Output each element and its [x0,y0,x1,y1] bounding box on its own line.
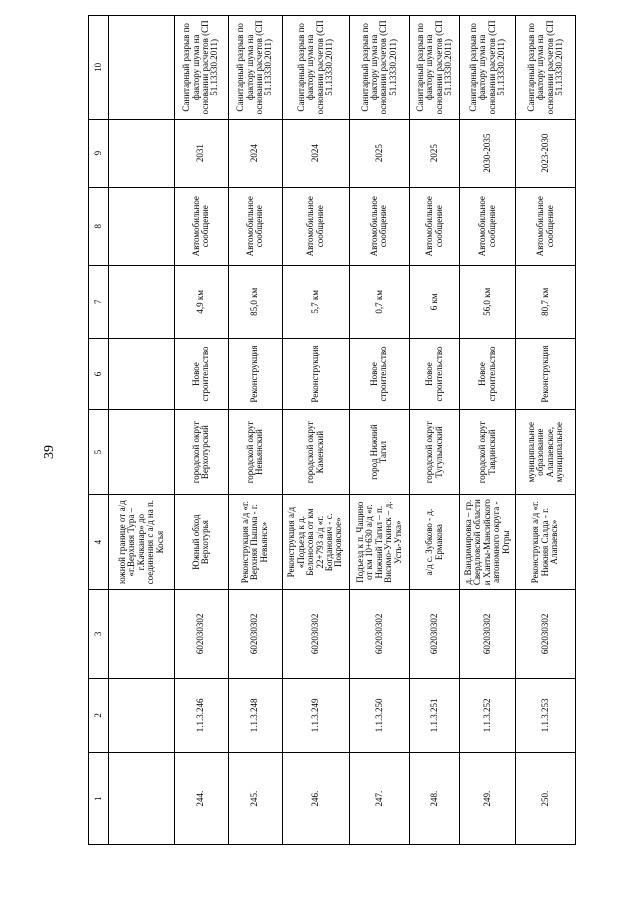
cell-length [109,265,174,338]
cell-name: а/д с. Зубково - д. Ермакова [410,495,460,590]
cell-name: Реконструкция а/д «г. Нижняя Салда - г. Алапаевск» [516,495,576,590]
cell-zone: Санитарный разрыв по фактору шума на основании расчетов (СП 51.13330.2011) [349,16,410,120]
table-frame [88,15,576,845]
cell-zone: Санитарный разрыв по фактору шума на основании расчетов (СП 51.13330.2011) [282,16,349,120]
cell-code: 1.1.3.249 [282,678,349,753]
table-row-continuation [109,16,174,845]
cell-classifier: 602030302 [349,590,410,678]
header-cell-7: 7 [89,265,109,338]
table-row [349,16,410,845]
cell-num: 250. [516,753,576,845]
cell-num: 248. [410,753,460,845]
cell-municipality: городской округ Каменский [282,410,349,495]
cell-year: 2025 [410,119,460,187]
cell-zone: Санитарный разрыв по фактору шума на основании расчетов (СП 51.13330.2011) [228,16,282,120]
cell-municipality: город Нижний Тагил [349,410,410,495]
header-cell-8: 8 [89,187,109,265]
cell-length: 6 км [410,265,460,338]
cell-work-type: Новое строительство [459,338,515,409]
header-cell-6: 6 [89,338,109,409]
cell-work-type: Новое строительство [174,338,228,409]
cell-name: Подъезд к п. Чащино от км 10+630 а/д «г. Нижний Тагил – п. Висимо-Уткинск – д. Усть-Утка» [349,495,410,590]
cell-classifier: 602030302 [174,590,228,678]
cell-classifier: 602030302 [516,590,576,678]
cell-municipality: городской округ Невьянский [228,410,282,495]
cell-code: 1.1.3.253 [516,678,576,753]
cell-length: 5,7 км [282,265,349,338]
cell-year: 2030-2035 [459,119,515,187]
cell-zone: Санитарный разрыв по фактору шума на основании расчетов (СП 51.13330.2011) [459,16,515,120]
cell-work-type: Реконструкция [282,338,349,409]
cell-name: южной границе от а/д «г.Верхняя Тура – г.Качканар» до соединения с а/д на п. Косья [109,495,174,590]
cell-num: 245. [228,753,282,845]
header-cell-5: 5 [89,410,109,495]
cell-length: 56,0 км [459,265,515,338]
cell-work-type: Новое строительство [349,338,410,409]
cell-code [109,678,174,753]
cell-classifier: 602030302 [282,590,349,678]
cell-name: Южный обход Верхотурья [174,495,228,590]
cell-municipality: городской округ Верхотурский [174,410,228,495]
cell-classifier [109,590,174,678]
cell-length: 4,9 км [174,265,228,338]
cell-year: 2031 [174,119,228,187]
cell-num [109,753,174,845]
cell-purpose: Автомобильное сообщение [459,187,515,265]
cell-municipality: городской округ Тугулымский [410,410,460,495]
header-cell-1: 1 [89,753,109,845]
cell-length: 80,7 км [516,265,576,338]
page-number: 39 [42,445,57,459]
cell-purpose [109,187,174,265]
table-row [174,16,228,845]
cell-zone [109,16,174,120]
cell-municipality: муниципальное образование Алапаевское, муниципальное [516,410,576,495]
cell-num: 247. [349,753,410,845]
cell-name: Реконструкция а/д «г. Верхняя Пышма - г. Невьянск» [228,495,282,590]
cell-year: 2024 [228,119,282,187]
cell-year: 2024 [282,119,349,187]
cell-name: д. Вандимировка – гр. Свердловской области и Ханты-Мансийского автономного округа - Югры [459,495,515,590]
table-row [459,16,515,845]
cell-code: 1.1.3.251 [410,678,460,753]
cell-municipality [109,410,174,495]
header-cell-4: 4 [89,495,109,590]
cell-purpose: Автомобильное сообщение [174,187,228,265]
cell-classifier: 602030302 [410,590,460,678]
objects-table [88,15,576,845]
cell-length: 85,0 км [228,265,282,338]
cell-name: Реконструкция а/д «Подъезд к д. Белоносова от км 22+793 а/д «г. Богданович - с. Покровское» [282,495,349,590]
header-cell-10: 10 [89,16,109,120]
cell-work-type [109,338,174,409]
cell-purpose: Автомобильное сообщение [516,187,576,265]
header-row [89,16,109,845]
cell-code: 1.1.3.250 [349,678,410,753]
cell-num: 246. [282,753,349,845]
cell-year: 2023-2030 [516,119,576,187]
cell-purpose: Автомобильное сообщение [228,187,282,265]
cell-code: 1.1.3.246 [174,678,228,753]
cell-num: 244. [174,753,228,845]
cell-zone: Санитарный разрыв по фактору шума на основании расчетов (СП 51.13330.2011) [516,16,576,120]
table-row [228,16,282,845]
header-cell-9: 9 [89,119,109,187]
cell-classifier: 602030302 [228,590,282,678]
cell-year: 2025 [349,119,410,187]
cell-work-type: Реконструкция [516,338,576,409]
cell-year [109,119,174,187]
header-cell-3: 3 [89,590,109,678]
cell-work-type: Новое строительство [410,338,460,409]
cell-code: 1.1.3.252 [459,678,515,753]
cell-zone: Санитарный разрыв по фактору шума на основании расчетов (СП 51.13330.2011) [174,16,228,120]
cell-code: 1.1.3.248 [228,678,282,753]
cell-municipality: городской округ Тавдинский [459,410,515,495]
cell-purpose: Автомобильное сообщение [349,187,410,265]
cell-classifier: 602030302 [459,590,515,678]
cell-num: 249. [459,753,515,845]
cell-work-type: Реконструкция [228,338,282,409]
table-row [516,16,576,845]
cell-length: 0,7 км [349,265,410,338]
cell-purpose: Автомобильное сообщение [282,187,349,265]
table-row [282,16,349,845]
table-row [410,16,460,845]
header-cell-2: 2 [89,678,109,753]
cell-zone: Санитарный разрыв по фактору шума на основании расчетов (СП 51.13330.2011) [410,16,460,120]
cell-purpose: Автомобильное сообщение [410,187,460,265]
